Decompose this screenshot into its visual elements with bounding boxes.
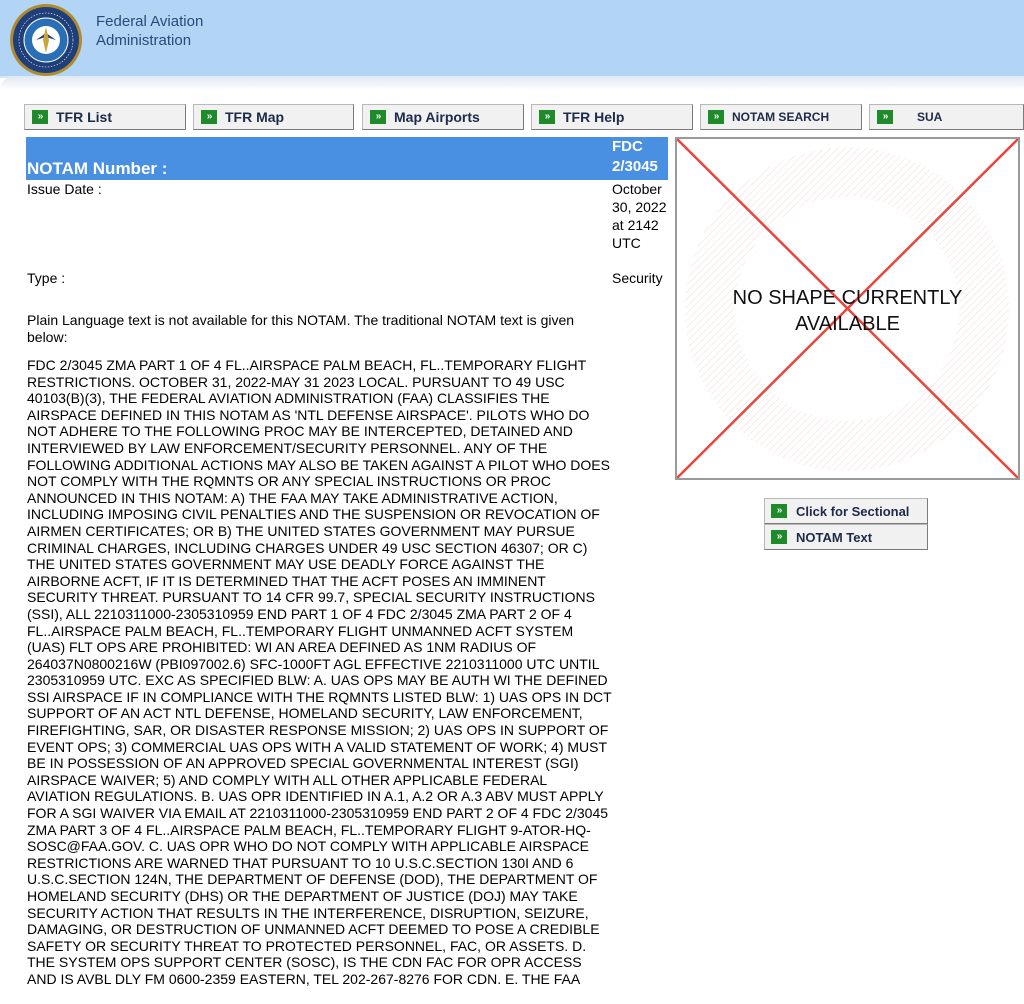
arrow-icon: » — [877, 110, 893, 124]
notam-number-value: FDC 2/3045 — [612, 138, 658, 175]
arrow-icon: » — [32, 110, 48, 124]
tab-tfr-help[interactable] — [531, 104, 693, 130]
type-value: Security — [612, 270, 663, 286]
main-nav — [0, 104, 1024, 130]
type-label: Type : — [27, 270, 66, 286]
button-label: NOTAM Text — [796, 529, 873, 545]
arrow-icon: » — [771, 504, 787, 518]
arrow-icon: » — [708, 110, 724, 124]
arrow-icon: » — [201, 110, 217, 124]
notam-number-label: NOTAM Number : — [27, 159, 168, 178]
issue-date-label: Issue Date : — [27, 181, 102, 197]
tab-label: Map Airports — [394, 109, 480, 125]
notam-body-text: FDC 2/3045 ZMA PART 1 OF 4 FL..AIRSPACE PALM BEACH, FL..TEMPORARY FLIGHT RESTRICTIONS. OCTOBER 31, 2022-MAY 31 2023 LOCAL. PURSUANT TO 49 USC 40103(B)(3), THE FEDERAL AVIATION ADMINISTRATION (FAA) CLASSIFIES THE AIRSPACE DEFINED IN THIS NOTAM AS 'NTL DEFENSE AIRSPACE'. PILOTS WHO DO NOT ADHERE TO THE FOLLOWING PROC MAY BE INTERCEPTED, DETAINED AND INTERVIEWED BY LAW ENFORCEMENT/SECURITY PERSONNEL. ANY OF THE FOLLOWING ADDITIONAL ACTIONS MAY ALSO BE TAKEN AGAINST A PILOT WHO DOES NOT COMPLY WITH THE RQMNTS OR ANY SPECIAL INSTRUCTIONS OR PROC ANNOUNCED IN THIS NOTAM: A) THE FAA MAY TAKE ADMINISTRATIVE ACTION, INCLUDING IMPOSING CIVIL PENALTIES AND THE SUSPENSION OR REVOCATION OF AIRMEN CERTIFICATES; OR B) THE UNITED STATES GOVERNMENT MAY PURSUE CRIMINAL CHARGES, INCLUDING CHARGES UNDER 49 USC SECTION 46307; OR C) THE UNITED STATES GOVERNMENT MAY USE DEADLY FORCE AGAINST THE AIRBORNE ACFT, IF IT IS DETERMINED THAT THE ACFT POSES AN IMMINENT SECURITY THREAT. PURSUANT TO 14 CFR 99.7, SPECIAL SECURITY INSTRUCTIONS (SSI), ALL 2210311000-2305310959 END PART 1 OF 4 FDC 2/3045 ZMA PART 2 OF 4 FL..AIRSPACE PALM BEACH, FL..TEMPORARY FLIGHT UNMANNED ACFT SYSTEM (UAS) FLT OPS ARE PROHIBITED: WI AN AREA DEFINED AS 1NM RADIUS OF 264037N0800216W (PBI097002.6) SFC-1000FT AGL EFFECTIVE 2210311000 UTC UNTIL 2305310959 UTC. EXC AS SPECIFIED BLW: A. UAS OPS MAY BE AUTH WI THE DEFINED SSI AIRSPACE IF IN COMPLIANCE WITH THE RQMNTS LISTED BLW: 1) UAS OPS IN DCT SUPPORT OF AN ACT NTL DEFENSE, HOMELAND SECURITY, LAW ENFORCEMENT, FIREFIGHTING, SAR, OR DISASTER RESPONSE MISSION; 2) UAS OPS IN SUPPORT OF EVENT OPS; 3) COMMERCIAL UAS OPS WITH A VALID STATEMENT OF WORK; 4) MUST BE IN POSSESSION OF AN APPROVED SPECIAL GOVERNMENTAL INTEREST (SGI) AIRSPACE WAIVER; 5) AND COMPLY WITH ALL OTHER APPLICABLE FEDERAL AVIATION REGULATIONS. B. UAS OPR IDENTIFIED IN A.1, A.2 OR A.3 ABV MUST APPLY FOR A SGI WAIVER VIA EMAIL AT 2210311000-2305310959 END PART 2 OF 4 FDC 2/3045 ZMA PART 3 OF 4 FL..AIRSPACE PALM BEACH, FL..TEMPORARY FLIGHT 9-ATOR-HQ-SOSC@FAA.GOV. C. UAS OPR WHO DO NOT COMPLY WITH APPLICABLE AIRSPACE RESTRICTIONS ARE WARNED THAT PURSUANT TO 10 U.S.C.SECTION 130I AND 6 U.S.C.SECTION 124N, THE DEPARTMENT OF DEFENSE (DOD), THE DEPARTMENT OF HOMELAND SECURITY (DHS) OR THE DEPARTMENT OF JUSTICE (DOJ) MAY TAKE SECURITY ACTION THAT RESULTS IN THE INTERFERENCE, DISRUPTION, SEIZURE, DAMAGING, OR DESTRUCTION OF UNMANNED ACFT DEEMED TO POSE A CREDIBLE SAFETY OR SECURITY THREAT TO PROTECTED PERSONNEL, FAC, OR ASSETS. D. THE SYSTEM OPS SUPPORT CENTER (SOSC), IS THE CDN FAC FOR OPR ACCESS AND IS AVBL DLY FM 0600-2359 EASTERN, TEL 202-267-8276 FOR CDN. E. THE FAA — [27, 357, 612, 987]
issue-date-value: October 30, 2022 at 2142 UTC — [612, 181, 667, 251]
tab-label: TFR List — [56, 109, 112, 125]
tab-notam-search[interactable] — [700, 104, 862, 130]
agency-name[interactable] — [96, 12, 203, 50]
tab-label: SUA — [917, 110, 943, 124]
tab-label: TFR Map — [225, 109, 285, 125]
arrow-icon: » — [771, 530, 787, 544]
notam-text-button[interactable] — [764, 524, 928, 550]
no-shape-message — [677, 285, 1018, 337]
plain-language-note: Plain Language text is not available for this NOTAM. The traditional NOTAM text is given below: — [27, 312, 575, 345]
tab-tfr-list[interactable] — [24, 104, 186, 130]
click-for-sectional-button[interactable] — [764, 498, 928, 524]
faa-seal-logo[interactable] — [9, 3, 83, 77]
agency-name-line2: Administration — [96, 32, 192, 49]
arrow-icon: » — [539, 110, 555, 124]
tab-tfr-map[interactable] — [193, 104, 354, 130]
no-shape-line1: NO SHAPE CURRENTLY — [732, 287, 963, 309]
button-label: Click for Sectional — [796, 503, 910, 519]
tab-sua[interactable] — [869, 104, 1024, 130]
site-header — [0, 0, 1024, 78]
tab-label: TFR Help — [563, 109, 625, 125]
tab-label: NOTAM SEARCH — [732, 110, 830, 124]
header-divider — [0, 76, 1024, 90]
tab-map-airports[interactable] — [362, 104, 524, 130]
arrow-icon: » — [370, 110, 386, 124]
map-placeholder — [675, 137, 1020, 480]
agency-name-line1: Federal Aviation — [96, 13, 204, 30]
no-shape-line2: AVAILABLE — [795, 313, 900, 335]
